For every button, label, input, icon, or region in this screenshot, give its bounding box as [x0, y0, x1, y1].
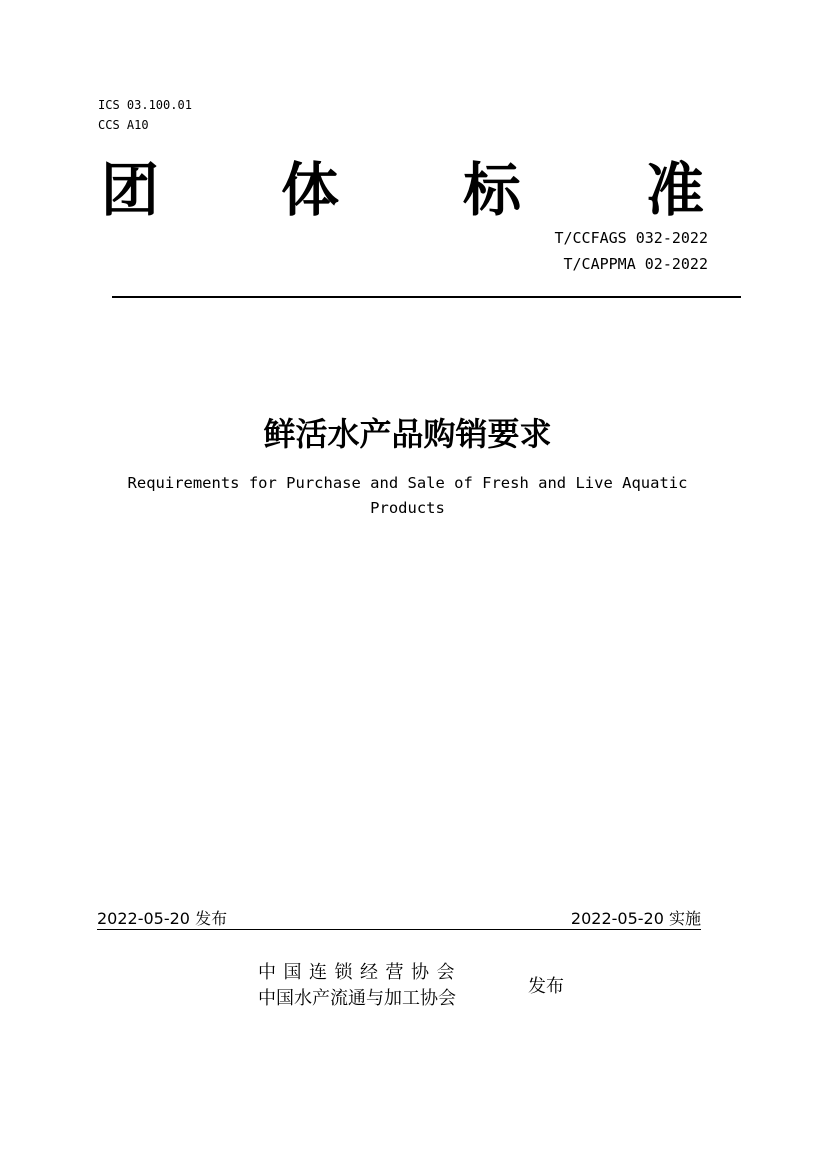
standard-code-cappma: T/CAPPMA 02-2022	[563, 255, 708, 273]
implementation-date: 2022-05-20 实施	[570, 909, 701, 928]
header-divider	[112, 296, 741, 298]
ics-code: ICS 03.100.01	[98, 98, 192, 112]
publisher-org-1: 中国连锁经营协会	[258, 962, 462, 983]
publish-label: 发布	[528, 976, 564, 997]
standard-type-char-2: 体	[281, 156, 340, 224]
ccs-code: CCS A10	[98, 118, 149, 132]
standard-type-char-3: 标	[463, 156, 522, 224]
publisher-org-2: 中国水产流通与加工协会	[258, 988, 456, 1009]
document-title-en: Requirements for Purchase and Sale of Fresh and Live Aquatic Products	[127, 474, 688, 517]
standard-type-char-1: 团	[101, 156, 160, 224]
issue-date: 2022-05-20 发布	[97, 909, 228, 928]
document-title-zh: 鲜活水产品购销要求	[263, 415, 552, 453]
date-divider	[97, 929, 701, 930]
standard-code-ccfags: T/CCFAGS 032-2022	[554, 229, 708, 247]
standard-type-char-4: 准	[646, 156, 705, 224]
